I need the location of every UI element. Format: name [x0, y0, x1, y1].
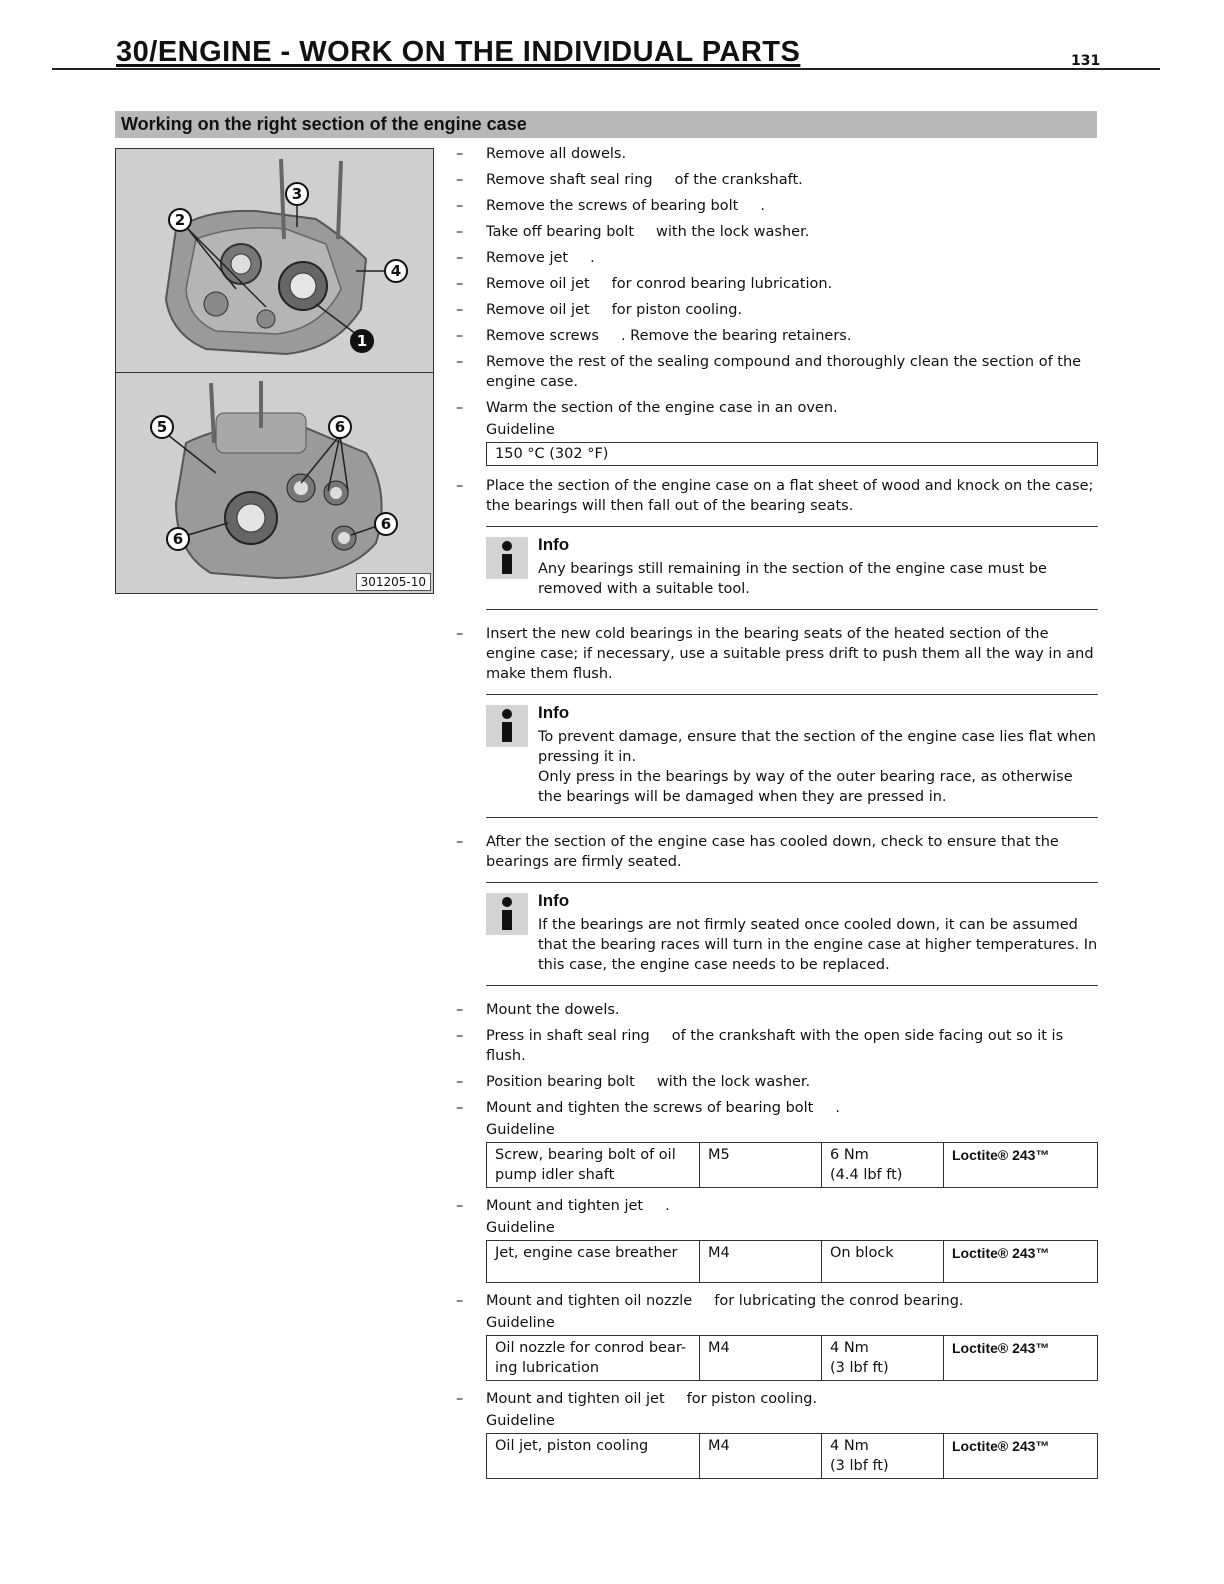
step: – Mount and tighten oil jet for piston cooling. — [456, 1389, 1098, 1409]
info-icon — [486, 705, 528, 747]
spec-torque: 4 Nm (3 lbf ft) — [822, 1434, 944, 1479]
spec-thread: M5 — [700, 1143, 822, 1188]
spec-part: Jet, engine case breather — [487, 1241, 700, 1283]
table-row — [487, 1336, 1098, 1381]
step: – Insert the new cold bearings in the bearing seats of the heated section of the engine case; if necessary, use a suitable press drift to push them all the way in and make them flush. — [456, 624, 1098, 684]
svg-text:2: 2 — [174, 211, 186, 229]
info-icon — [486, 537, 528, 579]
step: – Mount and tighten oil nozzle for lubricating the conrod bearing. — [456, 1291, 1098, 1311]
info-icon — [486, 893, 528, 935]
svg-text:6: 6 — [334, 418, 346, 436]
spec-compound: Loctite® 243™ — [944, 1434, 1098, 1479]
step: – Take off bearing bolt with the lock washer. — [456, 222, 1098, 242]
spec-compound: Loctite® 243™ — [944, 1143, 1098, 1188]
info-text: Any bearings still remaining in the section of the engine case must be removed with a suitable tool. — [538, 561, 1047, 597]
figure-code: 301205-10 — [356, 573, 431, 591]
callout-6c — [167, 528, 189, 550]
step: – Remove the rest of the sealing compound and thoroughly clean the section of the engine case. — [456, 352, 1098, 392]
step: – Position bearing bolt with the lock washer. — [456, 1072, 1098, 1092]
figure-panel-bottom — [116, 373, 433, 593]
guideline-label: Guideline — [486, 1122, 555, 1138]
spec-table — [486, 1142, 1098, 1188]
svg-text:3: 3 — [291, 185, 303, 203]
step: – Mount and tighten jet . — [456, 1196, 1098, 1216]
callout-5 — [151, 416, 173, 438]
header-rule — [52, 68, 1160, 70]
svg-text:6: 6 — [380, 515, 392, 533]
guideline-label: Guideline — [486, 422, 555, 438]
info-block — [486, 526, 1098, 610]
step: – Warm the section of the engine case in an oven. — [456, 398, 1098, 418]
callout-1 — [351, 330, 373, 352]
table-row — [487, 1434, 1098, 1479]
callout-3 — [286, 183, 308, 205]
guideline-label: Guideline — [486, 1315, 555, 1331]
instruction-list — [456, 144, 1098, 1487]
step: – Remove screws . Remove the bearing retainers. — [456, 326, 1098, 346]
step: – Remove shaft seal ring of the crankshaft. — [456, 170, 1098, 190]
step: – Place the section of the engine case on a flat sheet of wood and knock on the case; the bearings will then fall out of the bearing seats. — [456, 476, 1098, 516]
section-heading-bar — [115, 111, 1097, 138]
figure-panel-top — [116, 149, 433, 373]
spec-table — [486, 1240, 1098, 1283]
step: – After the section of the engine case has cooled down, check to ensure that the bearings are firmly seated. — [456, 832, 1098, 872]
info-text: If the bearings are not firmly seated once cooled down, it can be assumed that the bearing races will turn in the engine case at higher temperatures. In this case, the engine case needs to be replaced. — [538, 917, 1098, 973]
svg-text:1: 1 — [356, 332, 368, 350]
callout-4 — [385, 260, 407, 282]
info-block — [486, 882, 1098, 986]
svg-text:5: 5 — [156, 418, 168, 436]
step: – Press in shaft seal ring of the crankshaft with the open side facing out so it is flush. — [456, 1026, 1098, 1066]
spec-thread: M4 — [700, 1241, 822, 1283]
info-text: To prevent damage, ensure that the section of the engine case lies flat when pressing it in. — [538, 729, 1097, 765]
guideline-label: Guideline — [486, 1220, 555, 1236]
step: – Remove the screws of bearing bolt . — [456, 196, 1098, 216]
table-row — [487, 1143, 1098, 1188]
info-title: Info — [538, 891, 570, 910]
spec-part: Oil jet, piston cooling — [487, 1434, 700, 1479]
step: – Remove oil jet for conrod bearing lubrication. — [456, 274, 1098, 294]
table-row — [487, 1241, 1098, 1283]
callout-6b — [375, 513, 397, 535]
spec-torque: 4 Nm (3 lbf ft) — [822, 1336, 944, 1381]
spec-torque: 6 Nm (4.4 lbf ft) — [822, 1143, 944, 1188]
spec-thread: M4 — [700, 1336, 822, 1381]
spec-compound: Loctite® 243™ — [944, 1241, 1098, 1283]
step: – Remove jet . — [456, 248, 1098, 268]
guideline-label: Guideline — [486, 1413, 555, 1429]
svg-text:6: 6 — [172, 530, 184, 548]
info-title: Info — [538, 535, 570, 554]
svg-text:4: 4 — [390, 262, 402, 280]
engine-case-figure — [115, 148, 434, 594]
oven-temperature-value: 150 °C (302 °F) — [486, 442, 1098, 466]
page-number: 131 — [1071, 53, 1101, 69]
step: – Mount the dowels. — [456, 1000, 1098, 1020]
spec-table — [486, 1335, 1098, 1381]
callout-2 — [169, 209, 191, 231]
step: – Remove oil jet for piston cooling. — [456, 300, 1098, 320]
spec-thread: M4 — [700, 1434, 822, 1479]
info-title: Info — [538, 703, 570, 722]
callout-6a — [329, 416, 351, 438]
engine-case-photo-bottom — [116, 373, 433, 593]
spec-torque: On block — [822, 1241, 944, 1283]
info-block — [486, 694, 1098, 818]
info-text: Only press in the bearings by way of the outer bearing race, as otherwise the bearings will be damaged when they are pressed in. — [538, 769, 1073, 805]
section-heading: Working on the right section of the engine case — [121, 114, 527, 134]
page-title: 30/ENGINE - WORK ON THE INDIVIDUAL PARTS — [116, 36, 801, 68]
spec-part: Screw, bearing bolt of oil pump idler shaft — [487, 1143, 700, 1188]
spec-table — [486, 1433, 1098, 1479]
spec-part: Oil nozzle for conrod bear- ing lubrication — [487, 1336, 700, 1381]
step: – Remove all dowels. — [456, 144, 1098, 164]
step: – Mount and tighten the screws of bearing bolt . — [456, 1098, 1098, 1118]
spec-compound: Loctite® 243™ — [944, 1336, 1098, 1381]
engine-case-photo-top — [116, 149, 433, 372]
